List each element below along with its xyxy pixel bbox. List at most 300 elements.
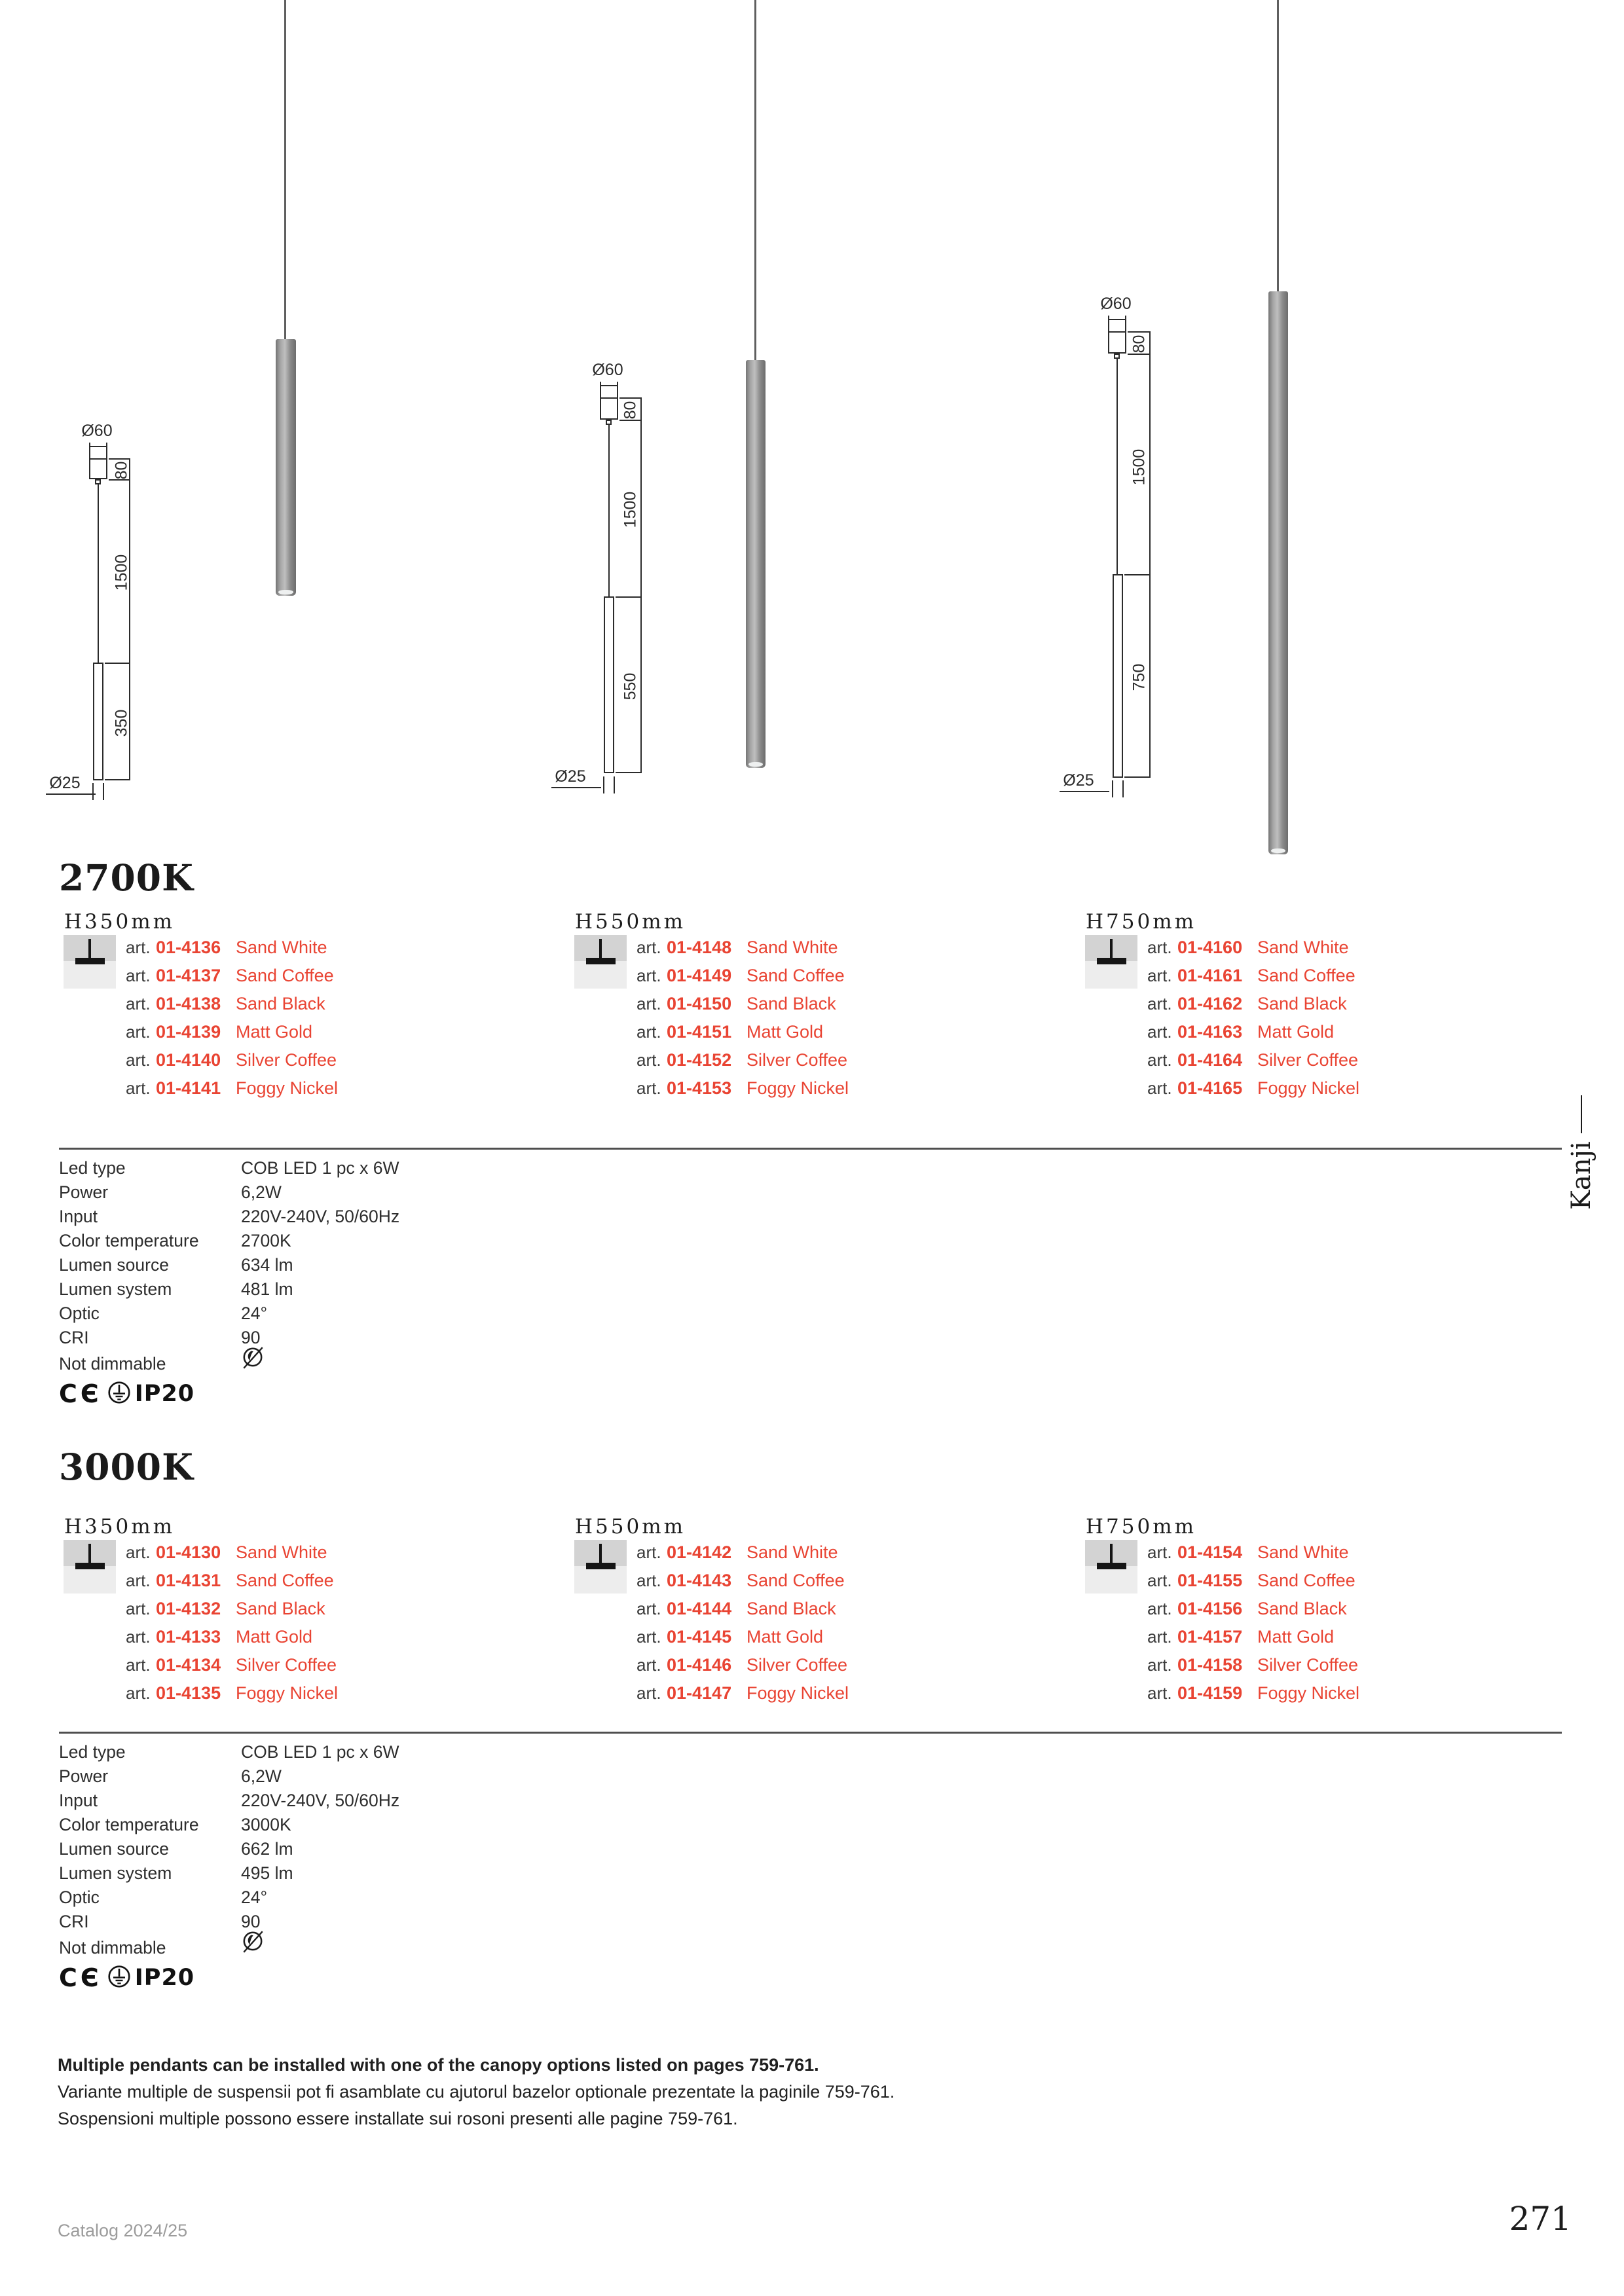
finish-name: Foggy Nickel	[236, 1683, 339, 1703]
finish-name: Sand White	[747, 1542, 838, 1562]
product-row	[637, 1651, 849, 1679]
art-label: art.	[637, 1542, 661, 1562]
art-code: 01-4161	[1177, 966, 1243, 985]
spec-row	[59, 1813, 1562, 1837]
finish-name: Silver Coffee	[236, 1655, 337, 1675]
art-label: art.	[1147, 938, 1172, 957]
art-code: 01-4153	[667, 1078, 732, 1098]
photo-cable	[754, 0, 756, 360]
art-label: art.	[637, 994, 661, 1013]
spec-value: 90	[241, 1328, 261, 1347]
dim-leader	[46, 793, 96, 795]
product-row	[1147, 1018, 1359, 1046]
product-row	[637, 1046, 849, 1074]
spec-label: Led type	[59, 1158, 126, 1178]
product-row	[637, 934, 849, 962]
art-label: art.	[126, 994, 151, 1013]
spec-row	[59, 1253, 1562, 1277]
product-row	[1147, 990, 1359, 1018]
spec-label: CRI	[59, 1328, 89, 1347]
art-code: 01-4143	[667, 1571, 732, 1590]
photo-tube	[276, 339, 296, 596]
finish-name: Sand Black	[236, 1599, 325, 1618]
finish-name: Silver Coffee	[236, 1050, 337, 1070]
spec-value: 220V-240V, 50/60Hz	[241, 1791, 400, 1810]
product-row	[637, 1074, 849, 1102]
spec-value: 6,2W	[241, 1766, 282, 1786]
spec-label: Color temperature	[59, 1231, 199, 1250]
art-code: 01-4155	[1177, 1571, 1243, 1590]
art-label: art.	[126, 966, 151, 985]
spec-label: Power	[59, 1182, 109, 1202]
finish-name: Sand Black	[747, 994, 836, 1013]
product-row	[126, 1679, 338, 1707]
spec-label: Lumen source	[59, 1839, 169, 1859]
pendant-icon-bar	[75, 1563, 105, 1569]
product-row	[126, 962, 338, 990]
not-dimmable-icon	[241, 1929, 265, 1962]
product-row	[637, 962, 849, 990]
protection-class-icon	[107, 1381, 131, 1408]
finish-name: Sand Black	[236, 994, 325, 1013]
pendant-icon	[599, 939, 602, 959]
pendant-icon-bar	[586, 1563, 616, 1569]
art-label: art.	[1147, 1627, 1172, 1647]
product-row	[126, 1567, 338, 1595]
product-row	[1147, 1539, 1359, 1567]
art-code: 01-4162	[1177, 994, 1243, 1013]
variant-thumbnail	[64, 1540, 116, 1594]
finish-name: Foggy Nickel	[1257, 1078, 1360, 1098]
canopy-outline	[1108, 331, 1126, 354]
dim-connector	[105, 779, 129, 780]
spec-row	[59, 1277, 1562, 1302]
spec-value: 662 lm	[241, 1839, 293, 1859]
variant-column-2700-h750	[1074, 906, 1559, 1116]
dim-tick	[106, 443, 107, 460]
product-rows	[1147, 934, 1359, 1102]
product-row	[1147, 1567, 1359, 1595]
product-row	[126, 990, 338, 1018]
spec-value: 90	[241, 1912, 261, 1931]
spec-label: Lumen system	[59, 1279, 172, 1299]
variant-thumbnail	[574, 1540, 627, 1594]
installation-notes	[58, 2052, 895, 2132]
product-row	[126, 1018, 338, 1046]
dim-bracket	[1149, 331, 1151, 778]
dimension-drop: 1500	[112, 554, 131, 591]
ce-mark: CЄ	[59, 1963, 102, 1992]
art-label: art.	[1147, 1050, 1172, 1070]
spec-label: Optic	[59, 1303, 100, 1323]
variant-heading: H350mm	[64, 1515, 175, 1539]
art-code: 01-4145	[667, 1627, 732, 1647]
product-rows	[637, 934, 849, 1102]
pendant-icon-bar	[1097, 958, 1126, 964]
dim-tick	[603, 776, 604, 793]
protection-class-icon	[107, 1965, 131, 1992]
dim-connector	[105, 663, 129, 664]
spec-label: CRI	[59, 1912, 89, 1931]
art-code: 01-4139	[156, 1022, 221, 1042]
spec-label: Power	[59, 1766, 109, 1786]
dim-line	[1108, 319, 1126, 320]
art-code: 01-4141	[156, 1078, 221, 1098]
photo-lens	[1271, 848, 1285, 853]
art-label: art.	[1147, 1078, 1172, 1098]
product-row	[637, 1595, 849, 1623]
pendant-icon-bar	[75, 958, 105, 964]
dimension-canopy-height: 80	[621, 401, 640, 420]
note-it: Sospensioni multiple possono essere installate sui rosoni presenti alle pagine 759-761.	[58, 2109, 738, 2128]
pendant-icon-bar	[586, 958, 616, 964]
art-label: art.	[126, 1571, 151, 1590]
finish-name: Matt Gold	[747, 1022, 824, 1042]
art-code: 01-4157	[1177, 1627, 1243, 1647]
spec-value: COB LED 1 pc x 6W	[241, 1158, 399, 1178]
finish-name: Sand Black	[1257, 994, 1347, 1013]
art-code: 01-4146	[667, 1655, 732, 1675]
spec-value: 634 lm	[241, 1255, 293, 1275]
spec-value: 495 lm	[241, 1863, 293, 1883]
spec-row	[59, 1229, 1562, 1253]
variant-column-3000-h350	[52, 1511, 537, 1721]
variant-column-2700-h350	[52, 906, 537, 1116]
dim-leader	[551, 787, 601, 788]
variant-heading: H550mm	[575, 910, 686, 934]
finish-name: Silver Coffee	[1257, 1655, 1359, 1675]
finish-name: Matt Gold	[236, 1627, 313, 1647]
product-row	[637, 1018, 849, 1046]
art-label: art.	[1147, 994, 1172, 1013]
collection-name: Kanji	[1566, 1141, 1596, 1210]
art-label: art.	[126, 1655, 151, 1675]
art-label: art.	[1147, 966, 1172, 985]
product-row	[1147, 1595, 1359, 1623]
art-label: art.	[637, 1627, 661, 1647]
variant-heading: H750mm	[1086, 910, 1196, 934]
finish-name: Sand White	[236, 1542, 327, 1562]
product-row	[1147, 962, 1359, 990]
spec-value: 2700K	[241, 1231, 291, 1250]
product-row	[637, 1567, 849, 1595]
photo-tube	[1268, 291, 1288, 854]
variant-thumbnail	[1085, 1540, 1137, 1594]
dim-tick	[600, 382, 601, 399]
cable-line	[98, 484, 99, 663]
art-code: 01-4131	[156, 1571, 221, 1590]
dim-bracket	[640, 397, 642, 773]
spec-value: 24°	[241, 1303, 268, 1323]
spec-row	[59, 1205, 1562, 1229]
product-row	[1147, 934, 1359, 962]
pendant-icon	[88, 1544, 91, 1564]
dim-tick	[92, 783, 94, 800]
art-code: 01-4165	[1177, 1078, 1243, 1098]
finish-name: Foggy Nickel	[747, 1683, 849, 1703]
variant-column-2700-h550	[563, 906, 1048, 1116]
art-label: art.	[126, 1542, 151, 1562]
spec-label: Lumen source	[59, 1255, 169, 1275]
art-label: art.	[637, 966, 661, 985]
dim-connector	[616, 596, 640, 598]
spec-row	[59, 1740, 1562, 1764]
product-row	[1147, 1046, 1359, 1074]
dim-connector	[616, 772, 640, 773]
art-code: 01-4134	[156, 1655, 221, 1675]
art-code: 01-4135	[156, 1683, 221, 1703]
variant-column-3000-h750	[1074, 1511, 1559, 1721]
product-row	[126, 934, 338, 962]
dim-line	[89, 446, 107, 447]
spec-value: 24°	[241, 1887, 268, 1907]
dimension-canopy-height: 80	[112, 461, 131, 480]
product-row	[126, 1623, 338, 1651]
product-row	[126, 1651, 338, 1679]
finish-name: Silver Coffee	[747, 1050, 848, 1070]
canopy-outline	[600, 397, 618, 420]
dimension-drop: 1500	[1130, 448, 1149, 486]
spec-label: Lumen system	[59, 1863, 172, 1883]
finish-name: Sand Coffee	[1257, 966, 1356, 985]
art-label: art.	[637, 1599, 661, 1618]
art-code: 01-4152	[667, 1050, 732, 1070]
variant-thumbnail	[1085, 935, 1137, 989]
art-label: art.	[1147, 1683, 1172, 1703]
dim-connector	[1124, 776, 1149, 778]
spec-value: COB LED 1 pc x 6W	[241, 1742, 399, 1762]
spec-row	[59, 1326, 1562, 1350]
product-rows	[126, 1539, 338, 1707]
finish-name: Silver Coffee	[1257, 1050, 1359, 1070]
product-row	[637, 990, 849, 1018]
finish-name: Foggy Nickel	[236, 1078, 339, 1098]
spec-row	[59, 1156, 1562, 1180]
product-row	[637, 1539, 849, 1567]
product-row	[126, 1046, 338, 1074]
spec-row	[59, 1861, 1562, 1886]
spec-row-not-dimmable	[59, 1350, 1562, 1377]
art-label: art.	[637, 1050, 661, 1070]
ip-rating: IP20	[134, 1965, 195, 1991]
dim-tick	[614, 776, 615, 793]
not-dimmable-icon	[241, 1345, 265, 1378]
finish-name: Sand White	[1257, 1542, 1349, 1562]
art-label: art.	[637, 1078, 661, 1098]
dimension-diameter-bottom: Ø25	[49, 774, 81, 792]
spec-label: Led type	[59, 1742, 126, 1762]
page-number: 271	[1509, 2200, 1572, 2238]
spec-row	[59, 1910, 1562, 1934]
spec-label: Input	[59, 1791, 98, 1810]
photo-lens	[748, 762, 763, 767]
finish-name: Sand Coffee	[236, 966, 334, 985]
certifications	[59, 1963, 1562, 1993]
spec-label: Not dimmable	[59, 1354, 166, 1374]
spec-row-not-dimmable	[59, 1934, 1562, 1961]
spec-label: Input	[59, 1207, 98, 1226]
finish-name: Sand Black	[1257, 1599, 1347, 1618]
finish-name: Sand Coffee	[236, 1571, 334, 1590]
dim-tick	[1108, 316, 1109, 333]
art-code: 01-4151	[667, 1022, 732, 1042]
cable-line	[608, 425, 610, 596]
dimension-diameter-bottom: Ø25	[555, 767, 586, 786]
spec-row	[59, 1302, 1562, 1326]
art-label: art.	[637, 1683, 661, 1703]
art-code: 01-4154	[1177, 1542, 1243, 1562]
spec-label: Not dimmable	[59, 1938, 166, 1958]
note-en: Multiple pendants can be installed with one of the canopy options listed on pages 759-761.	[58, 2055, 819, 2075]
art-code: 01-4138	[156, 994, 221, 1013]
art-code: 01-4156	[1177, 1599, 1243, 1618]
canopy-nub	[1114, 354, 1120, 359]
art-label: art.	[126, 1050, 151, 1070]
spec-row	[59, 1837, 1562, 1861]
photo-cable	[1277, 0, 1279, 291]
art-code: 01-4164	[1177, 1050, 1243, 1070]
dimension-body: 550	[621, 672, 640, 701]
variant-thumbnail	[574, 935, 627, 989]
art-code: 01-4133	[156, 1627, 221, 1647]
photo-cable	[284, 0, 286, 339]
variant-heading: H350mm	[64, 910, 175, 934]
art-label: art.	[126, 1022, 151, 1042]
product-rows	[1147, 1539, 1359, 1707]
art-label: art.	[637, 1571, 661, 1590]
art-label: art.	[1147, 1571, 1172, 1590]
art-code: 01-4149	[667, 966, 732, 985]
dimension-body: 750	[1130, 663, 1149, 691]
canopy-nub	[606, 420, 612, 425]
finish-name: Sand White	[236, 938, 327, 957]
dim-connector	[1124, 574, 1149, 575]
art-label: art.	[637, 1022, 661, 1042]
pendant-icon	[1110, 1544, 1113, 1564]
spec-row	[59, 1764, 1562, 1789]
ce-mark: CЄ	[59, 1379, 102, 1408]
art-code: 01-4132	[156, 1599, 221, 1618]
dimension-drop: 1500	[621, 491, 640, 528]
finish-name: Foggy Nickel	[1257, 1683, 1360, 1703]
art-label: art.	[126, 938, 151, 957]
dim-tick	[1125, 316, 1126, 333]
product-rows	[126, 934, 338, 1102]
art-code: 01-4144	[667, 1599, 732, 1618]
variant-heading: H550mm	[575, 1515, 686, 1539]
art-label: art.	[126, 1078, 151, 1098]
product-row	[1147, 1074, 1359, 1102]
finish-name: Matt Gold	[747, 1627, 824, 1647]
collection-rule	[1581, 1095, 1582, 1133]
pendant-icon	[88, 939, 91, 959]
product-row	[1147, 1623, 1359, 1651]
finish-name: Foggy Nickel	[747, 1078, 849, 1098]
tube-outline	[604, 596, 614, 773]
finish-name: Sand Black	[747, 1599, 836, 1618]
dim-tick	[1112, 780, 1113, 797]
art-code: 01-4130	[156, 1542, 221, 1562]
art-code: 01-4150	[667, 994, 732, 1013]
dimension-diameter-top: Ø60	[592, 361, 623, 379]
section-title-2700k: 2700K	[59, 856, 194, 899]
art-code: 01-4160	[1177, 938, 1243, 957]
finish-name: Sand White	[747, 938, 838, 957]
art-label: art.	[126, 1599, 151, 1618]
spec-label: Optic	[59, 1887, 100, 1907]
cable-line	[1116, 359, 1118, 574]
canopy-nub	[95, 479, 101, 484]
photo-lens	[278, 590, 293, 594]
art-code: 01-4158	[1177, 1655, 1243, 1675]
section-title-3000k: 3000K	[59, 1446, 194, 1488]
canopy-outline	[89, 458, 107, 479]
product-row	[126, 1595, 338, 1623]
spec-value: 481 lm	[241, 1279, 293, 1299]
dim-line	[600, 385, 618, 386]
product-row	[1147, 1679, 1359, 1707]
ip-rating: IP20	[134, 1381, 195, 1407]
product-row	[637, 1623, 849, 1651]
certifications	[59, 1379, 1562, 1409]
finish-name: Sand Coffee	[747, 1571, 845, 1590]
finish-name: Sand Coffee	[747, 966, 845, 985]
art-code: 01-4163	[1177, 1022, 1243, 1042]
product-row	[126, 1074, 338, 1102]
variant-thumbnail	[64, 935, 116, 989]
dimension-body: 350	[112, 709, 131, 737]
art-label: art.	[1147, 1542, 1172, 1562]
product-row	[637, 1679, 849, 1707]
variant-column-3000-h550	[563, 1511, 1048, 1721]
art-label: art.	[637, 1655, 661, 1675]
dimension-diameter-top: Ø60	[81, 422, 113, 440]
dimension-diameter-top: Ø60	[1100, 295, 1132, 313]
finish-name: Sand Coffee	[1257, 1571, 1356, 1590]
finish-name: Matt Gold	[1257, 1627, 1335, 1647]
dim-tick	[89, 443, 90, 460]
product-row	[126, 1539, 338, 1567]
pendant-icon	[1110, 939, 1113, 959]
art-label: art.	[1147, 1022, 1172, 1042]
dim-tick	[1122, 780, 1124, 797]
finish-name: Silver Coffee	[747, 1655, 848, 1675]
finish-name: Sand White	[1257, 938, 1349, 957]
art-code: 01-4136	[156, 938, 221, 957]
art-code: 01-4140	[156, 1050, 221, 1070]
spec-row	[59, 1789, 1562, 1813]
dimension-diameter-bottom: Ø25	[1063, 771, 1094, 790]
art-label: art.	[1147, 1655, 1172, 1675]
spec-value: 3000K	[241, 1815, 291, 1834]
art-code: 01-4142	[667, 1542, 732, 1562]
spec-value: 220V-240V, 50/60Hz	[241, 1207, 400, 1226]
spec-row	[59, 1180, 1562, 1205]
art-code: 01-4148	[667, 938, 732, 957]
collection-name-vertical	[1566, 1095, 1596, 1210]
product-row	[1147, 1651, 1359, 1679]
pendant-icon	[599, 1544, 602, 1564]
finish-name: Matt Gold	[1257, 1022, 1335, 1042]
spec-value: 6,2W	[241, 1182, 282, 1202]
spec-label: Color temperature	[59, 1815, 199, 1834]
spec-table-3000k	[59, 1732, 1562, 1993]
note-ro: Variante multiple de suspensii pot fi asamblate cu ajutorul bazelor optionale prezentate la paginile 759-761.	[58, 2082, 895, 2102]
art-label: art.	[637, 938, 661, 957]
art-label: art.	[126, 1683, 151, 1703]
pendant-icon-bar	[1097, 1563, 1126, 1569]
tube-outline	[1113, 574, 1123, 778]
